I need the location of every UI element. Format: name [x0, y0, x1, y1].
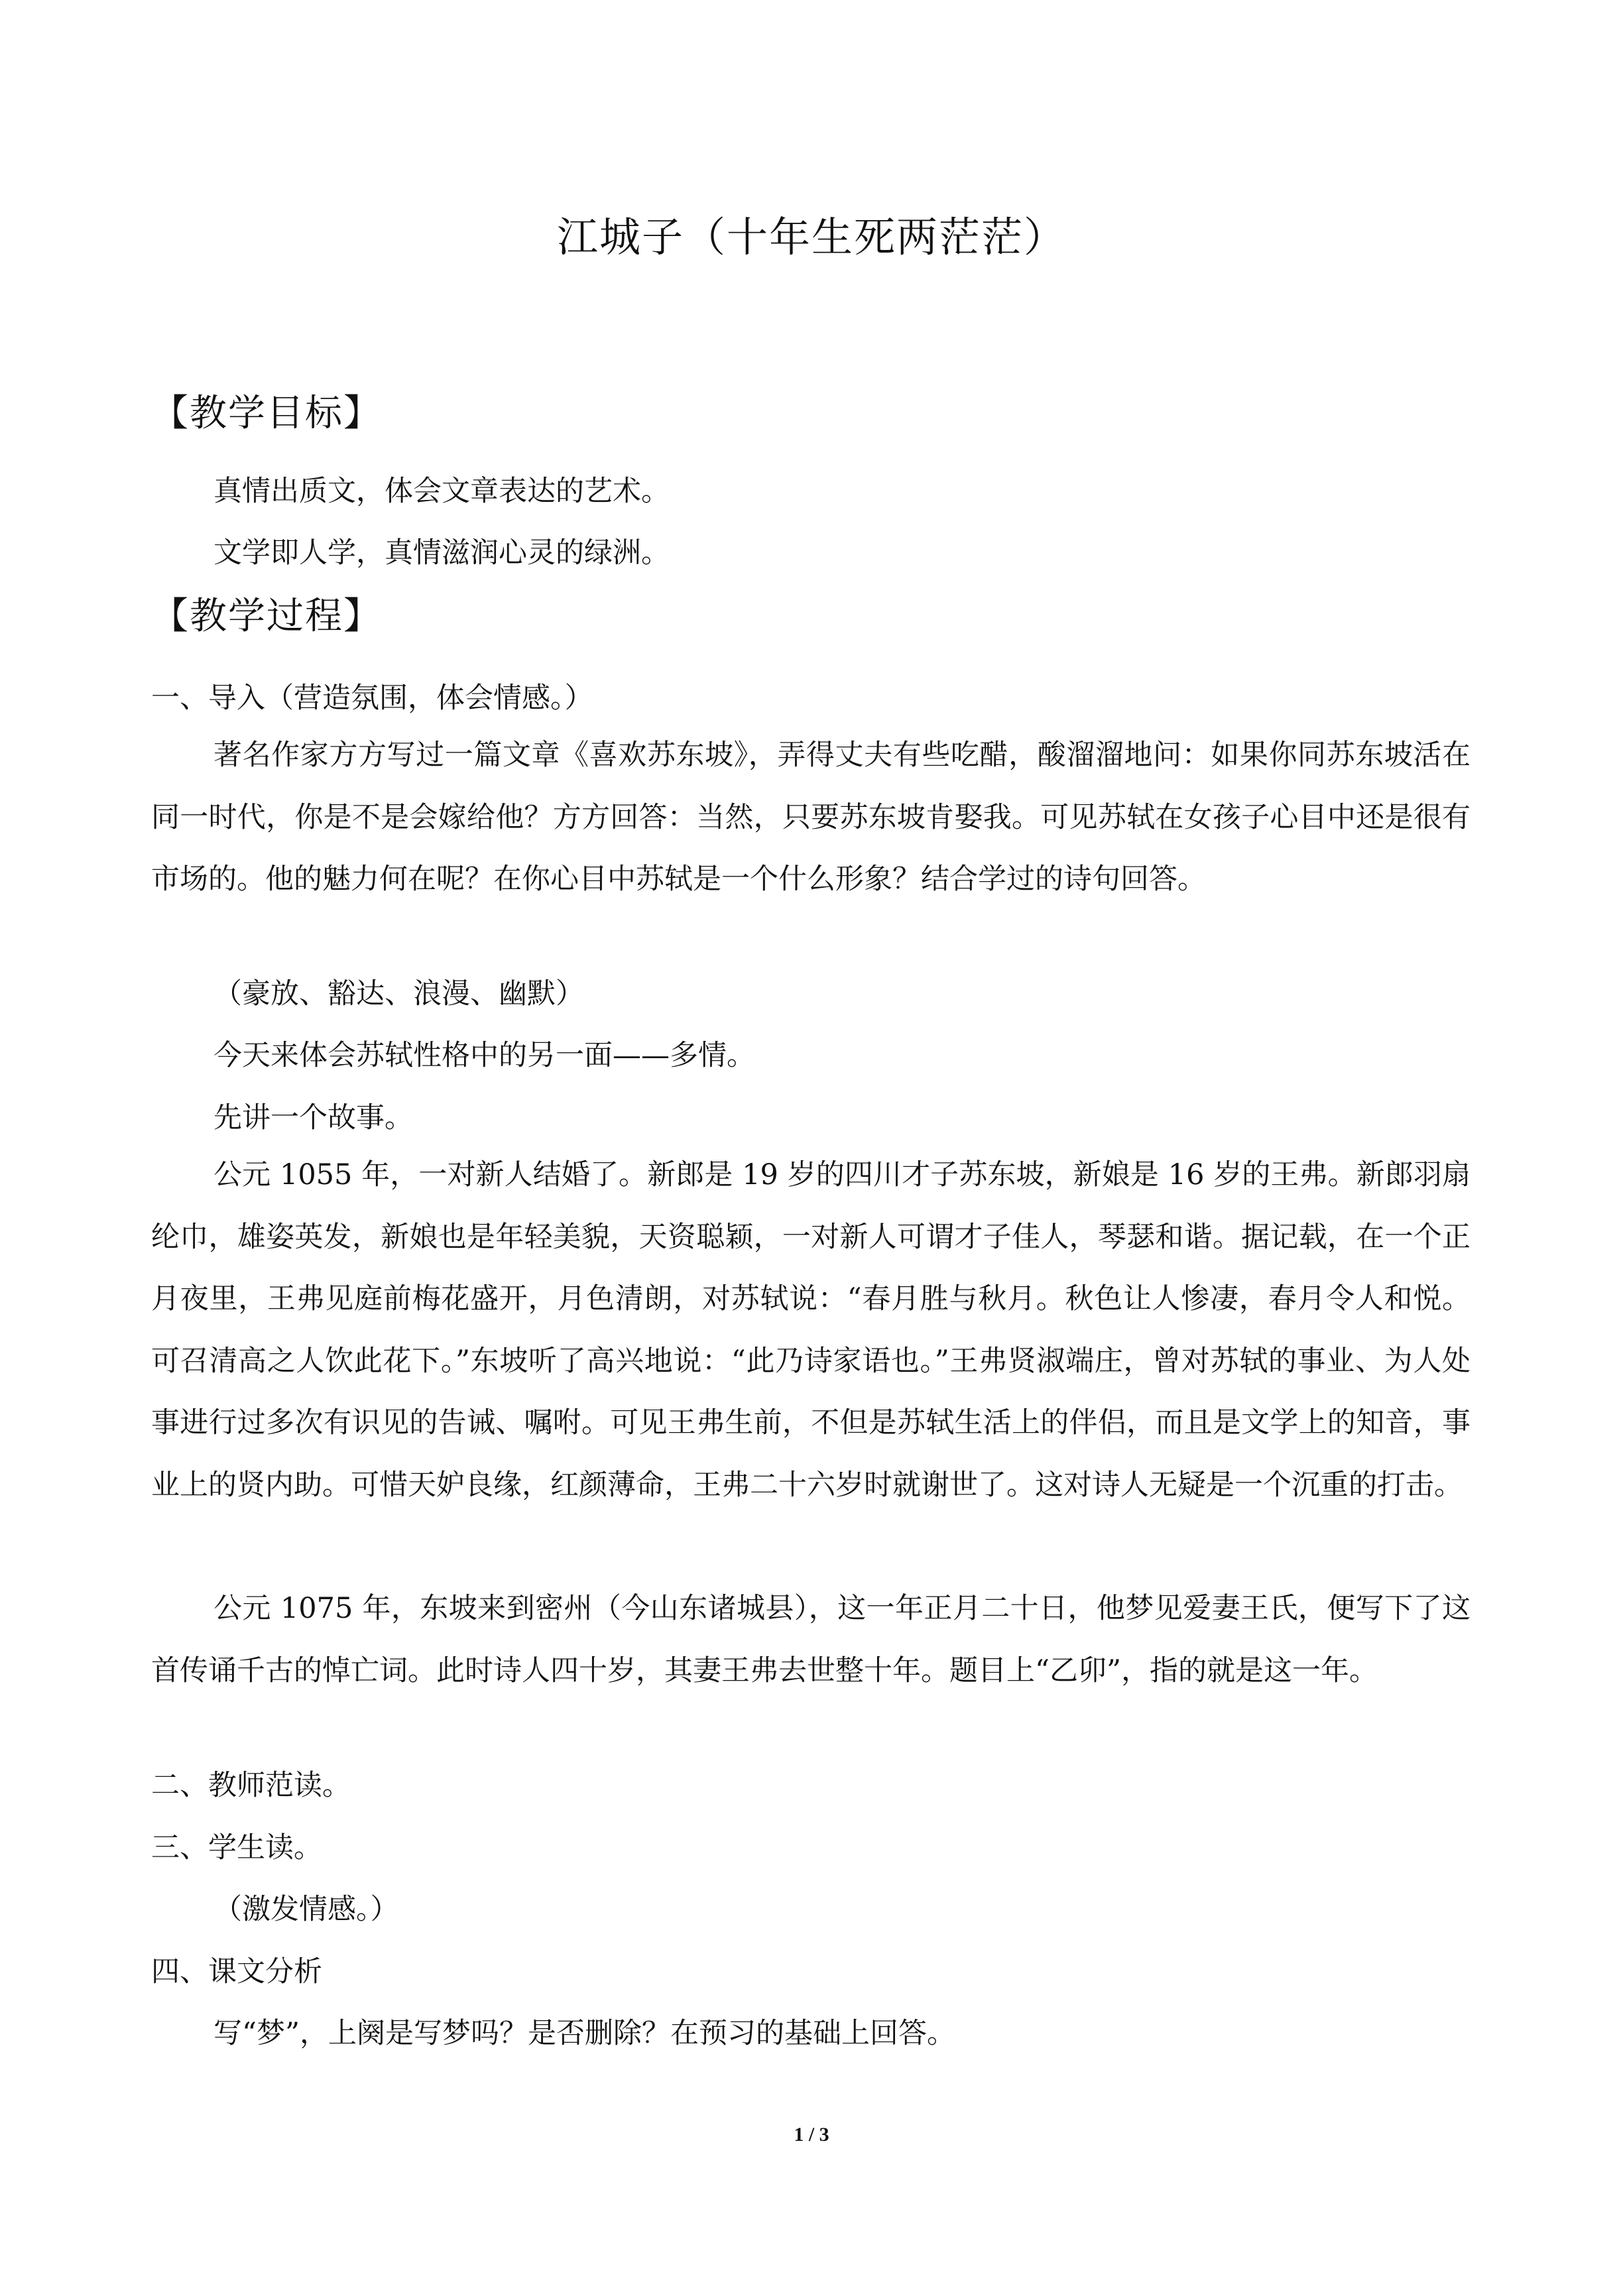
step-four: 四、课文分析 — [151, 1955, 322, 1988]
document-title: 江城子（十年生死两茫茫） — [556, 213, 1066, 261]
objectives-heading: 【教学目标】 — [151, 392, 382, 435]
step-three: 三、学生读。 — [151, 1831, 322, 1864]
page-number: 1 / 3 — [794, 2124, 829, 2145]
today-line: 今天来体会苏轼性格中的另一面——多情。 — [213, 1039, 755, 1072]
objective-item: 文学即人学，真情滋润心灵的绿洲。 — [213, 536, 670, 570]
answer-traits: （豪放、豁达、浪漫、幽默） — [213, 977, 584, 1010]
poem-background-paragraph: 公元 1075 年，东坡来到密州（今山东诸城县），这一年正月二十日，他梦见爱妻王氏，便写下了这首传诵千古的悼亡词。此时诗人四十岁，其妻王弗去世整十年。题目上“乙卯”，指的就是这一年。 — [151, 1592, 1471, 1687]
intro-heading: 一、导入（营造氛围，体会情感。） — [151, 682, 593, 715]
story-intro-line: 先讲一个故事。 — [213, 1101, 413, 1134]
objective-item: 真情出质文，体会文章表达的艺术。 — [213, 475, 670, 508]
process-heading: 【教学过程】 — [151, 595, 382, 638]
step-four-question: 写“梦”，上阕是写梦吗？是否删除？在预习的基础上回答。 — [213, 2017, 955, 2050]
step-two: 二、教师范读。 — [151, 1769, 351, 1802]
step-three-note: （激发情感。） — [213, 1893, 399, 1926]
story-paragraph: 公元 1055 年，一对新人结婚了。新郎是 19 岁的四川才子苏东坡，新娘是 16 岁的王弗。新郎羽扇纶巾，雄姿英发，新娘也是年轻美貌，天资聪颖，一对新人可谓才子佳人，琴瑟和谐。据记载，在一个正月夜里，王弗见庭前梅花盛开，月色清朗，对苏轼说：“春月胜与秋月。秋色让人惨凄，春月令人和悦。可召清高之人饮此花下。”东坡听了高兴地说：“此乃诗家语也。”王弗贤淑端庄，曾对苏轼的事业、为人处事进行过多次有识见的告诫、嘱咐。可见王弗生前，不但是苏轼生活上的伴侣，而且是文学上的知音，事业上的贤内助。可惜天妒良缘，红颜薄命，王弗二十六岁时就谢世了。这对诗人无疑是一个沉重的打击。 — [151, 1158, 1471, 1502]
intro-paragraph: 著名作家方方写过一篇文章《喜欢苏东坡》，弄得丈夫有些吃醋，酸溜溜地问：如果你同苏东坡活在同一时代，你是不是会嫁给他？方方回答：当然，只要苏东坡肯娶我。可见苏轼在女孩子心目中还是很有市场的。他的魅力何在呢？在你心目中苏轼是一个什么形象？结合学过的诗句回答。 — [151, 739, 1471, 896]
